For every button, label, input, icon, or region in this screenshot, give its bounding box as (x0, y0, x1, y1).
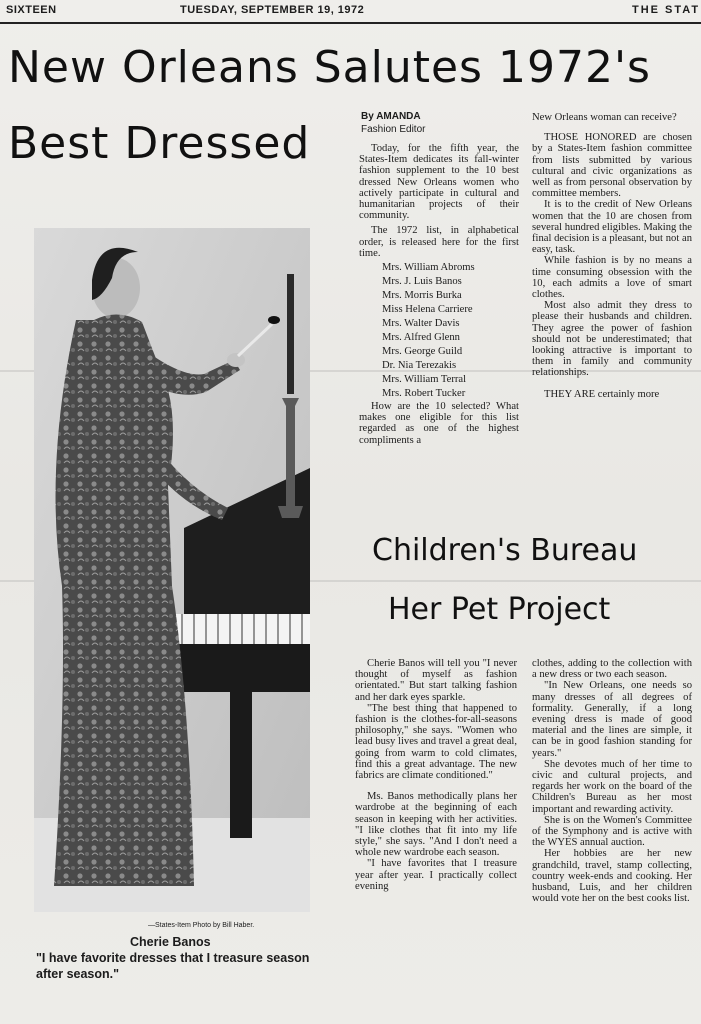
paragraph: "In New Orleans, one needs so many dresses of all degrees of formality. Generally, if a long evening dress is made of good material and the lines are simple, it can be in good fashion standing for years." (532, 680, 692, 759)
photo-woman-at-piano (34, 228, 310, 912)
list-item: Mrs. Alfred Glenn (382, 332, 460, 344)
paper-name: THE STAT (632, 4, 701, 16)
paragraph: THEY ARE certainly more (544, 388, 660, 400)
paragraph: How are the 10 selected? What makes one eligible for this list regarded as one of the highest compliments a (359, 401, 519, 446)
list-item: Mrs. Robert Tucker (382, 388, 466, 400)
paragraph: Most also admit they dress to please their husbands and children. They agree the power of fashion should not be underestimated; that looking attractive is important to them in family and community relationships. (532, 300, 692, 379)
paragraph: Ms. Banos methodically plans her wardrobe at the beginning of each season in keeping with her activities. "I like clothes that fit into my life style," she says. "And I don't need a whole new wardrobe each season. (355, 791, 517, 859)
subheadline-line-2: Her Pet Project (388, 592, 611, 627)
photo-caption-quote: "I have favorite dresses that I treasure season after season." (36, 951, 310, 981)
paragraph: THOSE HONORED are chosen by a States-Item fashion committee from lists submitted by various cultural and civic organizations as well as from personal observation by committee members. (532, 132, 692, 200)
paragraph: It is to the credit of New Orleans women that the 10 are chosen from several hundred eligibles. Making the final decision is a pleasant, but not an easy, task. (532, 199, 692, 256)
story1-column-2 (532, 112, 692, 400)
paragraph: New Orleans woman can receive? (532, 112, 677, 123)
subheadline-line-1: Children's Bureau (372, 533, 638, 568)
page-label: SIXTEEN (6, 4, 57, 16)
paragraph: Cherie Banos will tell you "I never thought of myself as fashion orientated." But start talking fashion and her dark eyes sparkle. (355, 658, 517, 703)
photo-caption-name: Cherie Banos (130, 935, 211, 949)
paragraph: clothes, adding to the collection with a new dress or two each season. (532, 658, 692, 681)
paragraph: She is on the Women's Committee of the Symphony and is active with the WYES annual auction. (532, 814, 692, 849)
paragraph: "The best thing that happened to fashion is the clothes-for-all-seasons philosophy," she says. "Women who lead busy lives and travel a great deal, going from warm to cold climates, find this a great advantage. The new fabrics are climate conditioned." (355, 702, 517, 782)
list-item: Mrs. George Guild (382, 346, 463, 358)
photo-illustration (34, 228, 310, 912)
paragraph: She devotes much of her time to civic and cultural projects, and regards her work on the board of the Children's Bureau as her most important and rewarding activity. (532, 758, 692, 815)
header-rule (0, 22, 701, 24)
byline (361, 110, 425, 136)
byline-role: Fashion Editor (361, 124, 426, 135)
list-item: Mrs. William Abroms (382, 262, 475, 274)
story2-column-2 (532, 658, 692, 904)
paragraph: Her hobbies are her new grandchild, travel, stamp collecting, country week-ends and cooking. Her husband, Luis, and her children would vote her on the best cooks list. (532, 848, 692, 905)
best-dressed-list (359, 261, 519, 401)
list-item: Mrs. William Terral (382, 374, 467, 386)
list-item: Dr. Nia Terezakis (382, 360, 457, 372)
paragraph: Today, for the fifth year, the States-Item dedicates its fall-winter fashion supplement to the 10 best dressed New Orleans women who actively participate in cultural and humanitarian projects of their community. (359, 143, 519, 222)
headline-line-2: Best Dressed (8, 118, 311, 169)
list-item: Mrs. Morris Burka (382, 290, 462, 302)
byline-author: By AMANDA (361, 111, 421, 122)
paragraph: The 1972 list, in alphabetical order, is released here for the first time. (359, 225, 519, 259)
list-item: Miss Helena Carriere (382, 304, 473, 316)
headline-line-1: New Orleans Salutes 1972's (8, 42, 651, 93)
story1-column-1 (359, 143, 519, 446)
story2-column-1 (355, 658, 517, 892)
paragraph: "I have favorites that I treasure year after year. I practically collect evening (355, 858, 517, 892)
photo-credit: —States-Item Photo by Bill Haber. (148, 922, 255, 929)
publication-date: TUESDAY, SEPTEMBER 19, 1972 (180, 4, 365, 16)
paragraph: While fashion is by no means a time consuming obsession with the 10, each admits a love of smart clothes. (532, 255, 692, 301)
list-item: Mrs. Walter Davis (382, 318, 460, 330)
list-item: Mrs. J. Luis Banos (382, 276, 462, 288)
